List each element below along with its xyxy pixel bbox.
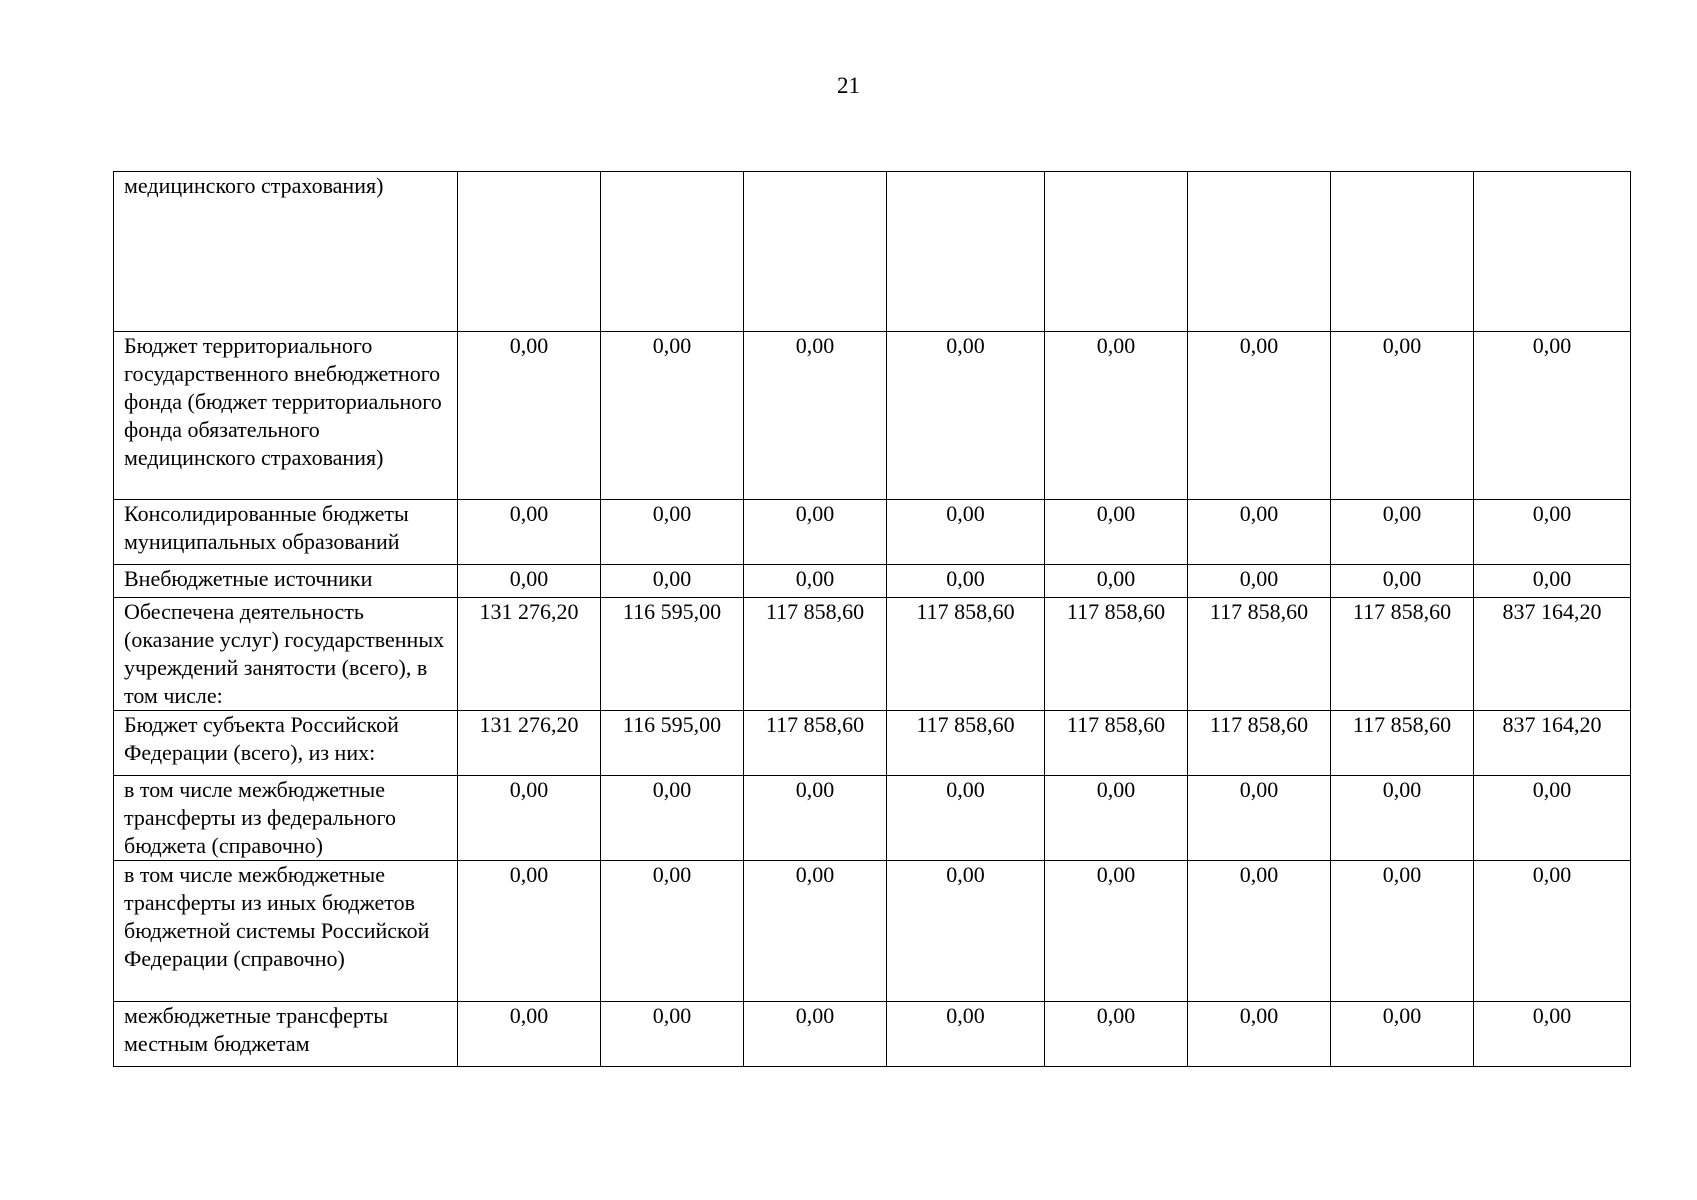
value-cell: 0,00	[887, 500, 1045, 565]
value-cell: 0,00	[744, 776, 887, 861]
value-cell: 0,00	[601, 1002, 744, 1067]
value-cell: 0,00	[458, 565, 601, 598]
value-cell: 0,00	[1474, 500, 1631, 565]
value-cell	[887, 172, 1045, 332]
value-cell: 117 858,60	[887, 598, 1045, 711]
value-cell	[744, 172, 887, 332]
value-cell: 0,00	[1331, 776, 1474, 861]
value-cell: 131 276,20	[458, 598, 601, 711]
table-body	[114, 172, 1631, 1067]
value-cell: 0,00	[1474, 1002, 1631, 1067]
value-cell: 0,00	[1045, 332, 1188, 500]
value-cell: 0,00	[1331, 1002, 1474, 1067]
value-cell: 0,00	[887, 332, 1045, 500]
value-cell: 117 858,60	[1188, 711, 1331, 776]
table-row	[114, 1002, 1631, 1067]
value-cell: 0,00	[458, 332, 601, 500]
value-cell	[1045, 172, 1188, 332]
value-cell: 0,00	[1188, 776, 1331, 861]
value-cell: 117 858,60	[1331, 711, 1474, 776]
value-cell: 0,00	[1474, 861, 1631, 1002]
value-cell: 0,00	[887, 861, 1045, 1002]
value-cell	[601, 172, 744, 332]
row-label: межбюджетные трансферты местным бюджетам	[114, 1002, 458, 1067]
value-cell: 0,00	[1045, 565, 1188, 598]
value-cell: 117 858,60	[1188, 598, 1331, 711]
value-cell: 0,00	[458, 776, 601, 861]
value-cell: 131 276,20	[458, 711, 601, 776]
row-label: Бюджет территориального государственного внебюджетного фонда (бюджет территориального фонда обязательного медицинского страхования)	[114, 332, 458, 500]
value-cell: 837 164,20	[1474, 598, 1631, 711]
value-cell: 0,00	[1045, 861, 1188, 1002]
value-cell: 117 858,60	[887, 711, 1045, 776]
value-cell: 0,00	[1331, 500, 1474, 565]
value-cell: 0,00	[1188, 1002, 1331, 1067]
value-cell: 0,00	[1474, 332, 1631, 500]
value-cell: 117 858,60	[1045, 711, 1188, 776]
value-cell: 0,00	[887, 776, 1045, 861]
value-cell: 0,00	[458, 1002, 601, 1067]
value-cell	[1474, 172, 1631, 332]
table-row	[114, 711, 1631, 776]
value-cell: 117 858,60	[744, 711, 887, 776]
value-cell: 0,00	[744, 332, 887, 500]
table-row	[114, 500, 1631, 565]
value-cell: 0,00	[744, 500, 887, 565]
row-label: Консолидированные бюджеты муниципальных образований	[114, 500, 458, 565]
table-row	[114, 861, 1631, 1002]
table-row	[114, 565, 1631, 598]
value-cell: 0,00	[1045, 500, 1188, 565]
value-cell: 0,00	[1331, 565, 1474, 598]
table-row	[114, 776, 1631, 861]
table-row	[114, 598, 1631, 711]
value-cell	[1331, 172, 1474, 332]
budget-table	[113, 171, 1631, 1067]
value-cell	[1188, 172, 1331, 332]
value-cell: 117 858,60	[1045, 598, 1188, 711]
value-cell: 0,00	[1331, 861, 1474, 1002]
value-cell: 0,00	[601, 565, 744, 598]
value-cell	[458, 172, 601, 332]
value-cell: 0,00	[1188, 861, 1331, 1002]
value-cell: 0,00	[601, 332, 744, 500]
row-label: Бюджет субъекта Российской Федерации (всего), из них:	[114, 711, 458, 776]
table-row	[114, 172, 1631, 332]
row-label: в том числе межбюджетные трансферты из федерального бюджета (справочно)	[114, 776, 458, 861]
value-cell: 0,00	[601, 861, 744, 1002]
table-row	[114, 332, 1631, 500]
value-cell: 0,00	[1188, 332, 1331, 500]
value-cell: 0,00	[1331, 332, 1474, 500]
value-cell: 0,00	[887, 565, 1045, 598]
value-cell: 117 858,60	[744, 598, 887, 711]
row-label: медицинского страхования)	[114, 172, 458, 332]
value-cell: 0,00	[458, 861, 601, 1002]
value-cell: 0,00	[601, 500, 744, 565]
value-cell: 0,00	[1474, 776, 1631, 861]
value-cell: 0,00	[1045, 1002, 1188, 1067]
value-cell: 0,00	[1474, 565, 1631, 598]
value-cell: 0,00	[1188, 565, 1331, 598]
row-label: Обеспечена деятельность (оказание услуг) государственных учреждений занятости (всего), в том числе:	[114, 598, 458, 711]
value-cell: 837 164,20	[1474, 711, 1631, 776]
value-cell: 0,00	[744, 565, 887, 598]
row-label: Внебюджетные источники	[114, 565, 458, 598]
value-cell: 117 858,60	[1331, 598, 1474, 711]
value-cell: 0,00	[1045, 776, 1188, 861]
value-cell: 0,00	[744, 861, 887, 1002]
value-cell: 116 595,00	[601, 598, 744, 711]
value-cell: 0,00	[887, 1002, 1045, 1067]
value-cell: 0,00	[458, 500, 601, 565]
value-cell: 0,00	[744, 1002, 887, 1067]
value-cell: 0,00	[601, 776, 744, 861]
value-cell: 116 595,00	[601, 711, 744, 776]
value-cell: 0,00	[1188, 500, 1331, 565]
row-label: в том числе межбюджетные трансферты из иных бюджетов бюджетной системы Российской Федерации (справочно)	[114, 861, 458, 1002]
page-number: 21	[837, 73, 860, 98]
